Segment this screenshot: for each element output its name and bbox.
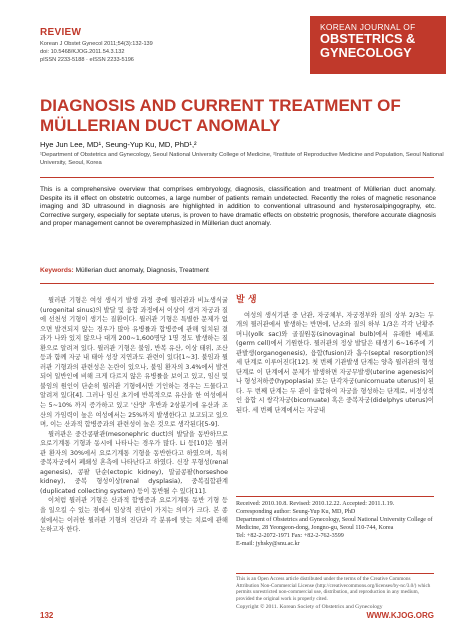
article-title: DIAGNOSIS AND CURRENT TREATMENT OF MÜLLERIAN DUCT ANOMALY	[40, 96, 401, 135]
journal-logo-line2: OBSTETRICS &	[320, 31, 416, 46]
journal-logo-line1: KOREAN JOURNAL OF	[320, 22, 416, 32]
divider-license	[236, 573, 434, 574]
received-dates: Received: 2010.10.8. Revised: 2010.12.22. Accepted: 2011.1.19.	[236, 501, 395, 507]
journal-website-link[interactable]: WWW.KJOG.ORG	[366, 611, 434, 620]
issn-line: pISSN 2233-5188 · eISSN 2233-5196	[40, 56, 134, 63]
section-heading-development: 발 생	[236, 295, 257, 305]
keywords-text: Müllerian duct anomaly, Diagnosis, Treatment	[75, 267, 209, 274]
keywords-label: Keywords:	[40, 267, 74, 274]
divider-bottom	[40, 283, 434, 284]
citation-line: Korean J Obstet Gynecol 2011;54(3):132-139	[40, 41, 153, 47]
citation-block	[40, 41, 153, 64]
divider-received	[236, 496, 434, 497]
page-number: 132	[40, 611, 54, 620]
body-paragraph: 이처럼 뮐러관 기형은 산과적 합병증과 요로기계통 동반 기형 등을 일으킬 수 있는 점에서 임상적 진단이 가지는 의미가 크다. 본 종설에서는 이러한 뮐러관 기형의 진단과 각 분류에 맞는 치료에 관해 논하고자 한다.	[40, 497, 228, 534]
journal-logo	[310, 16, 446, 74]
body-left-column	[40, 296, 228, 535]
corresponding-author: Corresponding author: Seung-Yup Ku, MD, PhD	[236, 509, 356, 516]
received-block	[236, 500, 434, 549]
affiliations: ¹Department of Obstetrics and Gynecology, Seoul National University College of Medicine, ²Institute of Reproductive Medicine and Population, Seoul National University, Seoul, Korea	[40, 152, 444, 166]
page-footer	[40, 611, 434, 623]
contact-email[interactable]: E-mail: jyhsky@snu.ac.kr	[236, 541, 300, 548]
corresponding-address: Department of Obstetrics and Gynecology, Seoul National University College of Medicine, 28 Yeongeon-dong, Jongno-gu, Seoul 110-744, Korea	[236, 517, 433, 532]
body-paragraph: 뮐러관 기형은 여성 생식기 발생 과정 중에 뮐러관과 비뇨생식굴(urogenital sinus)의 발달 및 융합 과정에서 이상이 생겨 자궁과 질에 선천성 기형이 생기는 질환이다. 뮐러관 기형은 특별한 문제가 없으면 발견되지 않는 경우가 많아 유병률과 합병증에 관해 일치된 결과가 나와 있지 않으나 대개 200~1,600명당 1명 정도 발생하는 질환으로 알려져 있다. 뮐러관 기형은 불임, 반복 유산, 이상 태위, 조산 등과 함께 자궁 내 태아 성장 지연과도 관련이 있다[1~3]. 불임과 뮐러관 기형과의 관련성은 논란이 있으나, 불임 환자의 3.4%에서 발견되어 일반인에 비해 크게 다르지 않은 유병률을 보이고 있고, 임신 및 불임의 원인이 단순히 뮐러관 기형에서만 기인하는 경우는 드물다고 알려져 있다[4]. 그러나 임신 초기에 반복적으로 유산을 한 여성에서는 5~10% 까지 증가하고 있고 '산양' 후반과 2삼분기에 유산과 조산의 가임력이 높은 여성에서는 25%까지 발생한다고 보고되고 있으며, 이는 산과적 합병증과의 관련성이 높은 것으로 생각된다[5-9].	[40, 297, 228, 429]
body-paragraph: 뮐러관은 중간콩팥관(mesonephric duct)의 발달을 동반하므로 요로기계통 기형과 동시에 나타나는 경우가 많다. Li 등[10]은 뮐러관 환자의 30%에서 요로기계통 기형을 동반한다고 하였으며, 특히 중복자궁에서 폐쇄성 혼측에 나타난다고 하였다. 신장 무형성(renal agenesis), 콩팥 단순(ectopic kidney), 말굽콩팥(horseshoe kidney), 중복 형성이상(renal dysplasia), 중복집합관계(duplicated collecting system) 등이 동반될 수 있다[11].	[40, 430, 228, 495]
abstract: This is a comprehensive overview that comprises embryology, diagnosis, classification and treatment of Müllerian duct anomaly. Despite its ill effect on obstetric outcomes, a large number of patients remain undetected. Recently the roles of magnetic resonance imaging and 3D ultrasound in diagnosis are highlighted in addition to conventional ultrasound and hysterosalpingography, etc. Corrective surgery, especially for septate uterus, is proven to have dramatic effects on obstetric prognosis, therefore accurate diagnosis and proper management cannot be overemphasized in Müllerian duct anomaly.	[40, 186, 436, 228]
author-list: Hye Jun Lee, MD¹, Seung-Yup Ku, MD, PhD¹,²	[40, 140, 197, 149]
keywords	[40, 267, 436, 274]
copyright-line: Copyright © 2011. Korean Society of Obstetrics and Gynecology	[236, 604, 383, 610]
body-right-column	[236, 296, 434, 416]
page-header	[0, 0, 474, 86]
doi-line[interactable]: doi: 10.5468/KJOG.2011.54.3.132	[40, 48, 125, 55]
license-notice: This is an Open Access article distributed under the terms of the Creative Commons Attribution Non-Commercial License (http://creativecommons.org/licenses/by-nc/3.0/) which permits unrestricted non-commercial use, distribution, and reproduction in any medium, provided the original work is properly cited.	[236, 576, 431, 602]
body-paragraph: 여성의 생식기관 중 난관, 자궁체부, 자궁경부와 질의 상부 2/3는 두 개의 뮐러관에서 발생하는 반면에, 난소와 질의 하부 1/3은 각각 난황주머니(yolk sac)와 골질원동(sinovaginal bulb)에서 유래한 배세포(germ cell)에서 기원한다. 뮐러관의 정상 발달은 태생기 6~16주에 기관발생(organogenesis), 융합(fusion)과 흡수(septal resorption)의 세 단계로 이루어진다[12]. 첫 번째 기관발생 단계는 양측 뮐러관의 형성 단계로 이 단계에서 문제가 발생하면 자궁무발생(uterine agenesis)이나 형성저하증(hypoplasia) 또는 단각자궁(unicornuate uterus)이 된다. 두 번째 단계는 두 관이 융합하여 자궁을 형성하는 단계로, 비정상적인 융합 시 쌍각자궁(bicornuate) 혹은 중복자궁(didelphys uterus)이 된다. 세 번째 단계에서는 자궁내	[236, 311, 434, 415]
contact-phone: Tel: +82-2-2072-1971 Fax: +82-2-762-3599	[236, 533, 344, 540]
journal-logo-line3: GYNECOLOGY	[320, 45, 412, 60]
section-label: REVIEW	[40, 27, 82, 38]
divider-top	[40, 177, 434, 178]
